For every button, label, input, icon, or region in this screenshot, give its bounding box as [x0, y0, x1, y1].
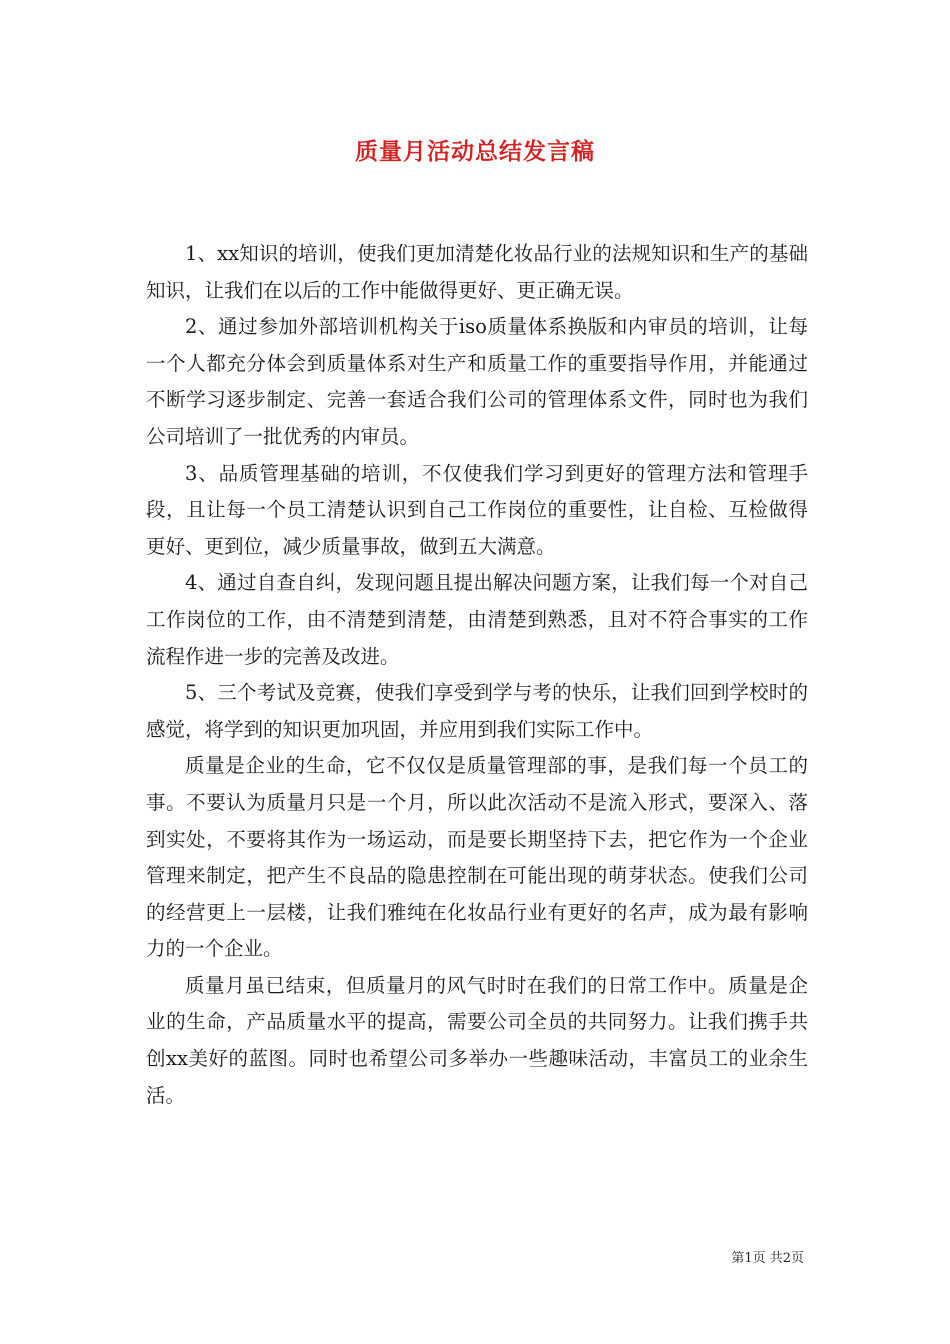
paragraph-1: 1、xx知识的培训，使我们更加清楚化妆品行业的法规知识和生产的基础知识，让我们在以后的工作中能做得更好、更正确无误。: [146, 242, 808, 302]
page-number-footer: 第1页 共2页: [731, 1251, 804, 1266]
paragraph-5: 5、三个考试及竞赛，使我们享受到学与考的快乐，让我们回到学校时的感觉，将学到的知识更加巩固，并应用到我们实际工作中。: [146, 681, 808, 741]
paragraph-2: 2、通过参加外部培训机构关于iso质量体系换版和内审员的培训，让每一个人都充分体会到质量体系对生产和质量工作的重要指导作用，并能通过不断学习逐步制定、完善一套适合我们公司的管理体系文件，同时也为我们公司培训了一批优秀的内审员。: [146, 315, 808, 448]
paragraph-6: 质量是企业的生命，它不仅仅是质量管理部的事，是我们每一个员工的事。不要认为质量月只是一个月，所以此次活动不是流入形式，要深入、落到实处，不要将其作为一场运动，而是要长期坚持下去，把它作为一个企业管理来制定，把产生不良品的隐患控制在可能出现的萌芽状态。使我们公司的经营更上一层楼，让我们雅纯在化妆品行业有更好的名声，成为最有影响力的一个企业。: [146, 754, 808, 961]
document-body: [146, 236, 808, 1114]
document-title: 质量月活动总结发言稿: [355, 139, 595, 165]
paragraph-7: 质量月虽已结束，但质量月的风气时时在我们的日常工作中。质量是企业的生命，产品质量水平的提高，需要公司全员的共同努力。让我们携手共创xx美好的蓝图。同时也希望公司多举办一些趣味活动，丰富员工的业余生活。: [146, 973, 808, 1107]
paragraph-3: 3、品质管理基础的培训，不仅使我们学习到更好的管理方法和管理手段，且让每一个员工清楚认识到自己工作岗位的重要性，让自检、互检做得更好、更到位，减少质量事故，做到五大满意。: [146, 461, 808, 558]
paragraph-4: 4、通过自查自纠，发现问题且提出解决问题方案，让我们每一个对自己工作岗位的工作，由不清楚到清楚，由清楚到熟悉，且对不符合事实的工作流程作进一步的完善及改进。: [146, 571, 808, 668]
